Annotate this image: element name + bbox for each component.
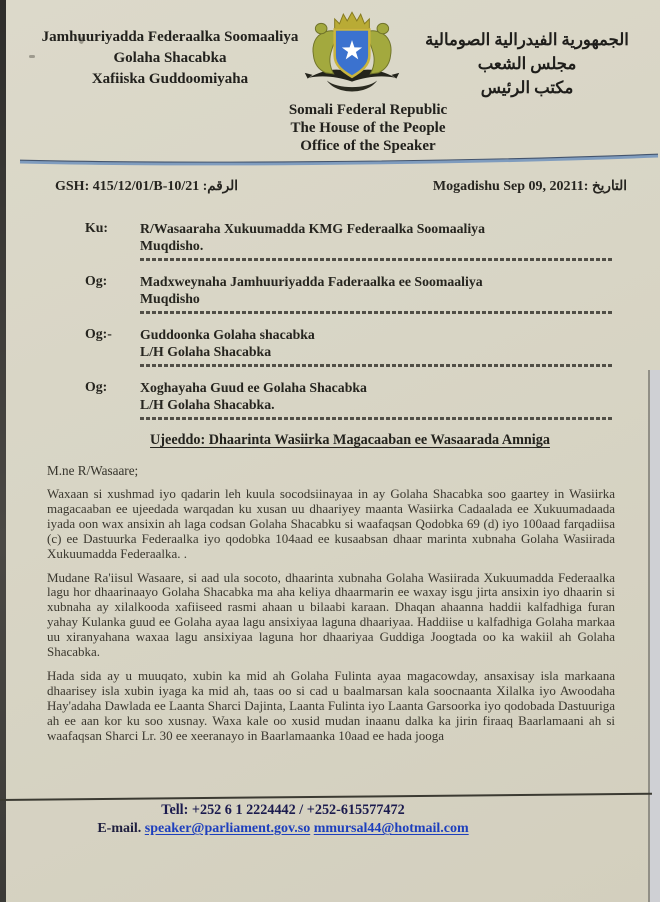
- body-paragraph: Hada sida ay u muuqato, xubin ka mid ah Golaha Fulinta ayaa magacowday, ansaxisay isla markaana dhaarisey isla xubin iyaga ka mid ah, taas oo si cad u baalmarsan kala soocnaanta Xilalka iyo Awoodaha Hay'adaha Dawlada ee Laanta Sharci Dajinta, Laanta Fulinta iyo Laanta Garsoorka iyo qodobada Dastuuriga ah ee aan kor ku soo xusnay. Waxa kale oo xusid mudan inaanu dalka ka jirin firaaq Baarlamaani ah si waafaqsan Sharci Lr. 30 ee xeeranayo in Baarlamaanka 10aad ee hada jooga: [47, 667, 615, 743]
- letterhead-english-line: Somali Federal Republic: [288, 102, 448, 118]
- recipient-line: Xoghayaha Guud ee Golaha Shacabka: [140, 380, 367, 395]
- reference-number-label-arabic: الرقم:: [202, 178, 239, 193]
- letterhead-somali-line: Golaha Shacabka: [113, 50, 227, 66]
- subject-line: [40, 432, 660, 449]
- recipient-line: L/H Golaha Shacabka: [140, 344, 272, 359]
- recipient-lines: [140, 379, 614, 427]
- recipient-line: Muqdisho.: [140, 238, 204, 253]
- letterhead-somali-line: Xafiiska Guddoomiyaha: [91, 71, 249, 87]
- reference-date-label-arabic: التاريخ: [591, 178, 627, 193]
- letterhead-somali: [35, 27, 305, 90]
- reference-number: [55, 178, 238, 195]
- footer-rule: [0, 793, 652, 801]
- email-label: E-mail.: [97, 821, 142, 836]
- reference-number-value: GSH: 415/12/01/B-10/21: [55, 179, 200, 194]
- dashed-separator: [140, 258, 614, 261]
- dashed-separator: [140, 364, 614, 367]
- photo-right-edge: [648, 370, 660, 902]
- photo-left-edge: [0, 0, 6, 902]
- letterhead-arabic-line: الجمهورية الفيدرالية الصومالية: [425, 30, 629, 49]
- email-line: [0, 821, 566, 837]
- somalia-coat-of-arms-icon: [299, 11, 405, 103]
- dashed-separator: [140, 311, 614, 314]
- recipient-line: L/H Golaha Shacabka.: [140, 397, 275, 412]
- reference-date-value: Mogadishu Sep 09, 20211:: [432, 179, 589, 194]
- personal-email-link: mmursal44@hotmail.com: [313, 821, 469, 836]
- recipient-line: Madxweynaha Jamhuuriyadda Faderaalka ee Soomaaliya: [140, 274, 483, 289]
- speaker-email-link: speaker@parliament.gov.so: [144, 821, 311, 836]
- letterhead-english-line: Office of the Speaker: [300, 138, 436, 154]
- dashed-separator: [140, 417, 614, 420]
- header-rule: [18, 153, 660, 169]
- letterhead-arabic-line: مكتب الرئيس: [480, 78, 574, 97]
- recipient-row: [85, 326, 614, 374]
- recipient-row: [85, 379, 614, 427]
- letterhead-arabic: [408, 28, 646, 100]
- recipient-lines: [140, 220, 614, 268]
- letterhead-somali-line: Jamhuuriyadda Federaalka Soomaaliya: [41, 29, 299, 45]
- telephone-line: Tell: +252 6 1 2224442 / +252-615577472: [161, 802, 405, 818]
- recipient-line: R/Wasaaraha Xukuumadda KMG Federaalka Soomaaliya: [140, 221, 485, 236]
- recipient-line: Muqdisho: [140, 291, 200, 306]
- letterhead-english-line: The House of the People: [290, 120, 446, 136]
- body-paragraph: Waxaan si xushmad iyo qadarin leh kuula socodsiinayaa in ay Golaha Shacabka soo gaartey in Wasiirka magacaaban ee ujeedada warqadan ku xusan uu dhaariyey maanta Wasiirka Cadaalada ee Xukuumadaada iyada oon wax ansixin ah laga codsan Golaha Shacabku si waafaqsan Qodobka 69 (d) iyo 100aad farqadiisa (c) ee Dastuurka Federaalka iyo qodobka 104aad ee kusaabsan dhaar marinta xubnaha Golaha Wasiirada Xukuumadda Federaalka. .: [47, 486, 615, 561]
- recipient-label: Og:: [85, 379, 108, 394]
- body-paragraph: Mudane Ra'iisul Wasaare, si aad ula socoto, dhaarinta xubnaha Golaha Wasiirada Xukuumadda Federaalka lagu hor dhaarinaayo Golaha Shacabka ma aha keliya dhaarmarin ee waxay isgu jirta ansixin iyo dhaarin si xubnaha ay xilalkooda xafiiseed rasmi ahaan u bilaabi karaan. Dhaqan ahaanna haddii kalfadhiga furan yahay Kulanka guud ee Golaha ayaa lagu ansixiyaa laguna dhaariyaa. Haddiise u kalfadhiga Golaha markaa uu xiranyahana waxaa lagu ansixiyaa laguna hor dhaariyaa Guddiga Joogtada oo ka wakiil ah Golaha Shacabka.: [47, 569, 615, 660]
- recipient-row: [85, 220, 614, 268]
- footer-contacts: [0, 802, 566, 837]
- recipient-line: Guddoonka Golaha shacabka: [140, 327, 315, 342]
- subject-text: Ujeeddo: Dhaarinta Wasiirka Magacaaban ee Wasaarada Amniga: [150, 432, 550, 448]
- recipient-label: Ku:: [85, 220, 108, 235]
- recipient-label: Og:: [85, 273, 108, 288]
- letterhead-arabic-line: مجلس الشعب: [477, 54, 577, 73]
- recipient-list: [85, 220, 614, 432]
- recipient-lines: [140, 273, 614, 321]
- reference-date: [433, 178, 627, 195]
- reference-row: [55, 178, 627, 195]
- recipient-lines: [140, 326, 614, 374]
- recipient-row: [85, 273, 614, 321]
- letter-body: [47, 487, 615, 753]
- salutation: M.ne R/Wasaare;: [47, 463, 139, 478]
- recipient-label: Og:-: [85, 326, 112, 341]
- letterhead-english: [238, 101, 498, 155]
